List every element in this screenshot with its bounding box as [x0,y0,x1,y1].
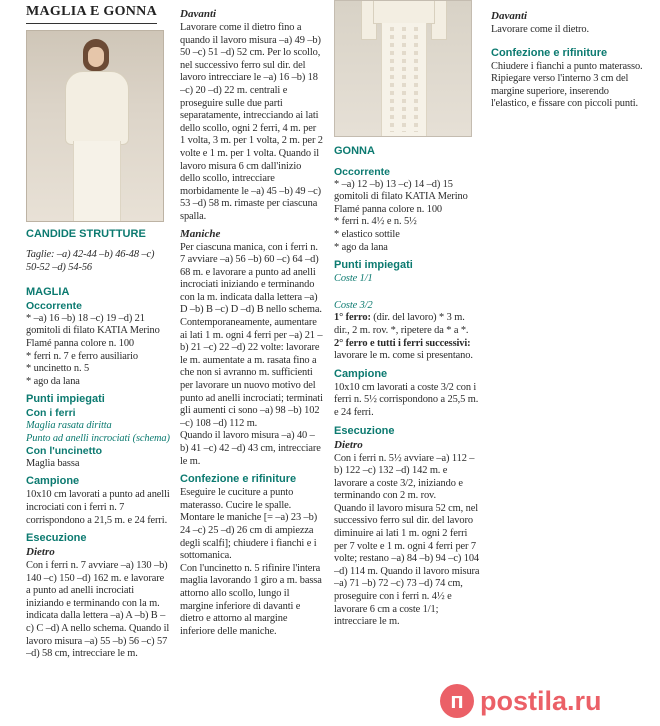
occorrente-heading: Occorrente [334,166,391,178]
column-4 [491,0,643,111]
confezione-text-2: Con l'uncinetto n. 5 rifinire l'intera maglia lavorando 1 giro a m. bassa attorno allo scollo, lungo il margine inferiore di davanti e dietro e attorno al margine inferiore delle maniche. [180,562,322,637]
confezione-heading: Confezione e rifiniture [180,473,297,486]
photo-caption: CANDIDE STRUTTURE [26,228,146,240]
occorrente-line: * elastico sottile [334,228,400,240]
confezione-text: Eseguire le cuciture a punto materasso. Cucire le spalle. Montare le maniche [= –a) 23 –b) 24 –c) 25 –d) 26 cm di ampiezza degli scalfi]; chiudere i fianchi e i sottomanica. [180,487,318,562]
occorrente-line: * ferri n. 7 e ferro ausiliario [26,350,139,362]
occorrente-heading: Occorrente [26,300,83,313]
davanti-text: Lavorare come il dietro. [491,24,589,35]
dietro-text-2: Quando il lavoro misura 52 cm, nel successivo ferro sul dir. del lavoro diminuire ai lati 1 m. ogni 2 ferri per 7 volte e 1 m. ogni 4 ferri per 7 volte; restano –a) 84 –b) 94 –c) 104 –d) 114 m. Quando il lavoro misura –a) 71 –b) 72 –c) 73 –d) 74 cm, proseguire con i ferri n. 4½ e lavorare 6 cm a coste 1/1; intrecciare le m. [334,502,480,628]
skirt-shape [73,141,121,221]
campione-text: 10x10 cm lavorati a punto ad anelli incrociati con i ferri n. 7 corrispondono a 21,5 m. e 24 ferri. [26,489,170,526]
davanti-heading: Davanti [180,8,217,20]
punti-heading: Punti impiegati [334,259,413,272]
sweater-photo [26,30,164,222]
maniche-text: Per ciascuna manica, con i ferri n. 7 avviare –a) 56 –b) 60 –c) 64 –d) 68 m. e lavorare a punto ad anelli incrociati iniziando e terminando con la m. indicata dalla lettera –a) D –b) B –c) D –d) B nello schema. Contemporaneamente, aumentare ai lati 1 m. ogni 4 ferri per –a) 21 –b) 21 –c) 22 –d) 22 volte: lavorare le m. aumentate a m. rasata fino a che non si avranno m. sufficienti per lavorare un nuovo motivo del punto ad anelli incrociati; terminati gli aumenti ci sono –a) 98 –b) 102 –c) 108 –d) 112 m. [180,241,323,429]
occorrente-line: * uncinetto n. 5 [26,363,90,375]
davanti-heading: Davanti [491,10,528,22]
campione-text: 10x10 cm lavorati a coste 3/2 con i ferri n. 5½ corrispondono a 25,5 m. e 24 ferri. [334,381,479,418]
dietro-heading: Dietro [26,546,55,559]
sweater-shape [65,71,129,145]
skirt-photo [334,0,472,137]
column-3 [334,0,480,629]
punto-item: Maglia rasata diritta [26,419,112,431]
con-i-ferri-heading: Con i ferri [26,407,76,420]
esecuzione-heading: Esecuzione [334,424,395,437]
sweater-hem-shape [373,1,435,24]
dietro-text: Con i ferri n. 7 avviare –a) 130 –b) 140 –c) 150 –d) 162 m. e lavorare a punto ad anelli incrociati iniziando e terminando con la m. indicata dalla lettera –a) A –b) B –c) C –d) A nello schema. Quando il lavoro misura –a) 55 –b) 56 –c) 57 –d) 58 cm, intrecciare le m. [26,560,170,660]
punti-heading: Punti impiegati [26,393,105,406]
punto-uncinetto: Maglia bassa [26,457,80,469]
article-title: MAGLIA E GONNA [26,4,157,24]
maglia-heading: MAGLIA [26,286,70,299]
confezione-text: Chiudere i fianchi a punto materasso. Ripiegare verso l'interno 3 cm del margine superiore, inserendo l'elastico, e fissare con piccoli punti. [491,60,643,110]
dietro-text: Con i ferri n. 5½ avviare –a) 112 –b) 122 –c) 132 –d) 142 m. e lavorare a coste 3/2, iniziando e terminando con 2 m. rov. [334,452,475,502]
occorrente-line: * ago da lana [334,241,388,253]
column-1 [26,0,170,661]
coste-3-2: Coste 3/2 [334,299,373,311]
davanti-text: Lavorare come il dietro fino a quando il lavoro misura –a) 49 –b) 50 –c) 51 –d) 52 cm. Per lo scollo, nel successivo ferro sul dir. del lavoro intrecciare le –a) 16 –b) 18 –c) 20 –d) 22 m. centrali e proseguire sulle due parti separatamente, intrecciando ai lati dello scollo, ogni 2 ferri, 4 m. per 1 volta, 3 m. per 1 volta, 2 m. per 2 volte e 1 m. per 1 volta. Quando il lavoro misura 6 cm dall'inizio dello scollo, intrecciare morbidamente le –a) 45 –b) 49 –c) 53 –d) 58 m. rimaste per ciascuna spalla. [180,22,323,222]
con-uncinetto-heading: Con l'uncinetto [26,445,102,458]
cable-rib [390,27,394,132]
occorrente-line: * ferri n. 4½ e n. 5½ [334,216,417,228]
coste-1-1: Coste 1/1 [334,273,373,285]
postila-logo-icon: п [440,684,474,718]
column-2 [180,0,323,638]
campione-heading: Campione [334,367,388,380]
occorrente-line: * –a) 16 –b) 18 –c) 19 –d) 21 gomitoli di filato KATIA Merino Flamé panna colore n. 100 [26,312,160,349]
punto-item: Punto ad anelli incrociati (schema) [26,432,170,444]
gonna-heading: GONNA [334,145,375,157]
campione-heading: Campione [26,475,80,488]
ferro-2: 2° ferro e tutti i ferri successivi: lavorare le m. come si presentano. [334,337,473,362]
maniche-text-2: Quando il lavoro misura –a) 40 –b) 41 –c) 42 –d) 43 cm, intrecciare le m. [180,430,321,467]
watermark-text: postila.ru [480,685,602,716]
ferro-1: 1° ferro: (dir. del lavoro) * 3 m. dir., 2 m. rov. *, ripetere da * a *. [334,312,469,336]
sizes: Taglie: –a) 42-44 –b) 46-48 –c) 50-52 –d) 54-56 [26,249,155,273]
maniche-heading: Maniche [180,227,221,240]
occorrente-line: * ago da lana [26,375,80,387]
confezione-heading: Confezione e rifiniture [491,46,608,59]
watermark [440,676,640,726]
model-face [88,47,104,67]
dietro-heading: Dietro [334,438,363,451]
occorrente-line: * –a) 12 –b) 13 –c) 14 –d) 15 gomitoli di filato KATIA Merino Flamé panna colore n. 100 [334,178,468,215]
cable-rib [402,27,406,132]
esecuzione-heading: Esecuzione [26,532,87,545]
cable-rib [414,27,418,132]
skirt-shape [381,23,427,136]
